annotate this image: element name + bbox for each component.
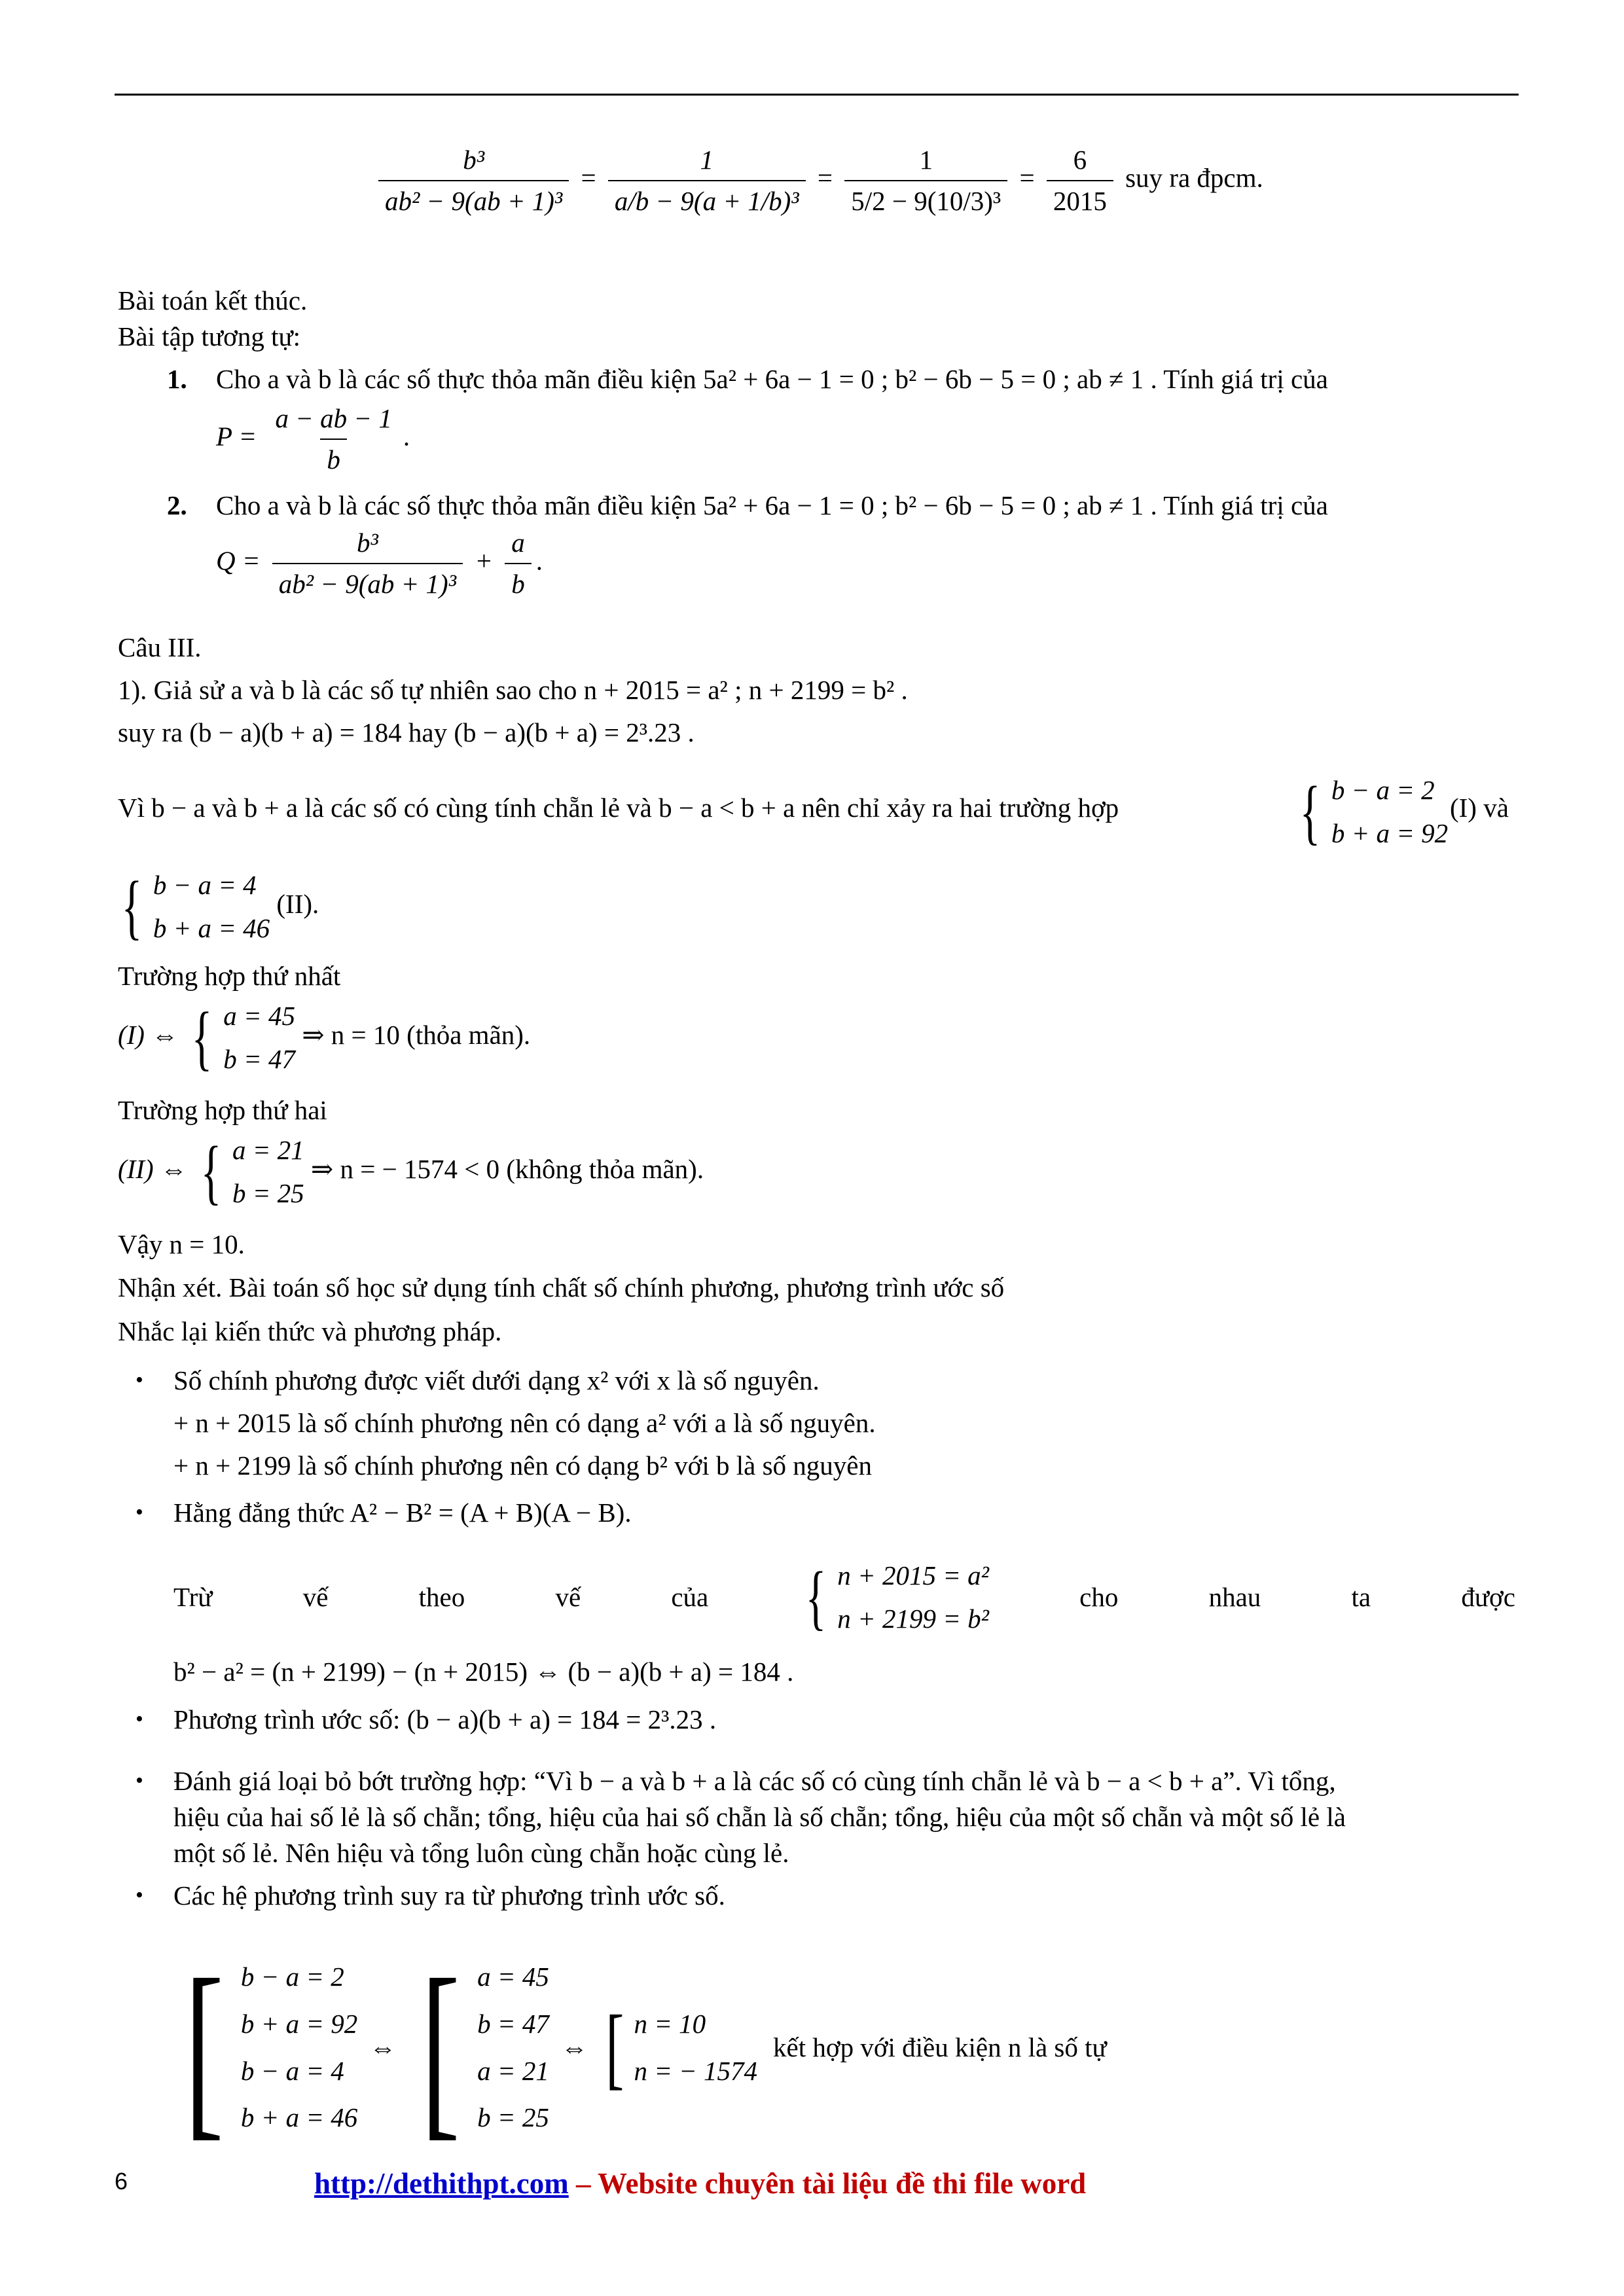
brace-icon: { [1299,772,1321,852]
justified-line [173,1554,1515,1640]
fraction-denominator: a/b − 9(a + 1/b)³ [608,180,806,217]
text-line: Nhắc lại kiến thức và phương pháp. [118,1316,502,1346]
text-line: Vậy n = 10. [118,1229,245,1259]
exercise-formula: P = $\frac{a - ab - 1}{b}$ . [216,403,410,476]
system-row: b − a = 4 [240,2055,344,2086]
footer [314,2166,1086,2200]
fraction-numerator: 1 [919,145,933,175]
text-line: Bài tập tương tự: [118,321,301,351]
formula-label: P = [216,421,257,452]
word: theo [418,1582,465,1612]
word: vế [302,1582,329,1612]
system-row: b = 47 [477,2008,549,2039]
iff-symbol: ⇔ [369,2032,397,2062]
bullet-text: Số chính phương được viết dưới dạng x² với x là số nguyên. [173,1365,820,1395]
bracket-icon: [ [605,1996,624,2098]
bullet-text: Hằng đẳng thức A² − B² = (A + B)(A − B). [173,1498,632,1528]
fraction [378,144,569,217]
text-line: Trường hợp thứ nhất [118,961,341,991]
fraction [272,527,463,600]
case-equation [118,1129,704,1215]
brace-icon: { [192,997,213,1078]
exercise-number: 2. [167,490,187,520]
equation-system [171,1939,358,2157]
text-line: (I) và [1450,793,1509,823]
word: vế [555,1582,581,1612]
exercise-number: 1. [167,364,187,394]
equation-system [1293,769,1448,855]
system-row: b + a = 46 [240,2102,358,2133]
word: nhau [1208,1582,1261,1612]
fraction-denominator: b [505,563,532,600]
bullet-text: Các hệ phương trình suy ra từ phương trình ước số. [173,1880,725,1910]
fraction-numerator: 6 [1073,145,1087,175]
system-row: b = 25 [232,1177,304,1208]
system-row: b = 47 [223,1043,295,1074]
equation-system [408,1939,549,2157]
system-row: n = 10 [634,2008,706,2039]
word: Trừ [173,1582,213,1612]
footer-link[interactable]: http://dethithpt.com [314,2167,569,2200]
text-line: Nhận xét. Bài toán số học sử dụng tính chất số chính phương, phương trình ước số [118,1272,1005,1302]
bullet-subtext: + n + 2199 là số chính phương nên có dạng b² với b là số nguyên [173,1450,872,1480]
bullet-icon: • [135,1500,143,1524]
fraction [505,527,532,600]
equation-system [115,864,319,950]
brace-icon: { [121,867,143,947]
header-rule [115,94,1519,96]
section-title: Câu III. [118,632,202,662]
text-line: Bài toán kết thúc. [118,285,308,315]
page-number: 6 [115,2168,128,2195]
fraction-denominator: 2015 [1047,180,1113,217]
equation-system [600,1996,758,2098]
final-tail-text: kết hợp với điều kiện n là số tự [773,2032,1107,2062]
system-row: b + a = 92 [240,2008,358,2039]
fraction-numerator: a − ab − 1 [275,403,392,433]
text-line: Vì b − a và b + a là các số có cùng tính chẵn lẻ và b − a < b + a nên chỉ xảy ra hai trường hợp [118,793,1119,823]
text-line: suy ra (b − a)(b + a) = 184 hay (b − a)(b + a) = 2³.23 . [118,717,695,747]
case-result: ⇒ n = 10 (thỏa mãn). [302,1020,531,1050]
fraction [608,144,806,217]
system-row: a = 45 [477,1962,549,1992]
case-lead: (I) ⇔ [118,1020,179,1050]
fraction-numerator: b³ [463,145,485,175]
exercise-formula: Q = $\frac{\text{b³}}{\text{ab² − 9(ab + 1)³}}$ + $\frac{a}{b}$ . [216,527,543,600]
formula-label: Q = [216,545,261,576]
system-row: b = 25 [477,2102,549,2133]
system-row: a = 21 [477,2055,549,2086]
bullet-icon: • [135,1368,143,1392]
fraction-denominator: b [320,439,347,476]
bullet-text: Phương trình ước số: (b − a)(b + a) = 184 = 2³.23 . [173,1704,717,1734]
bracket-icon: [ [184,1939,224,2157]
equation-line: b² − a² = (n + 2199) − (n + 2015) ⇔ (b − a)(b + a) = 184 . [173,1657,794,1687]
text-line: Trường hợp thứ hai [118,1095,327,1125]
fraction [844,144,1007,217]
fraction-denominator: ab² − 9(ab + 1)³ [272,563,463,600]
exercise-text: Cho a và b là các số thực thỏa mãn điều kiện 5a² + 6a − 1 = 0 ; b² − 6b − 5 = 0 ; ab ≠ 1 . Tính giá trị của [216,364,1328,394]
fraction [268,403,398,476]
final-system-chain [171,1939,1107,2157]
fraction-denominator: ab² − 9(ab + 1)³ [378,180,569,217]
exercise-text: Cho a và b là các số thực thỏa mãn điều kiện 5a² + 6a − 1 = 0 ; b² − 6b − 5 = 0 ; ab ≠ 1 . Tính giá trị của [216,490,1328,520]
fraction [1047,144,1113,217]
fraction-numerator: b³ [357,528,378,558]
system-row: n + 2015 = a² [837,1560,989,1590]
word: được [1461,1582,1515,1612]
plus-sign: + [475,545,493,576]
system-row: b + a = 92 [1331,817,1449,848]
system-label: (II). [276,889,319,919]
bullet-subtext: + n + 2015 là số chính phương nên có dạng a² với a là số nguyên. [173,1408,876,1438]
system-row: a = 45 [223,1001,295,1031]
case-equation [118,995,530,1081]
system-row: n = − 1574 [634,2055,758,2086]
bullet-text: Đánh giá loại bỏ bớt trường hợp: “Vì b − a và b + a là các số có cùng tính chẵn lẻ và b − a < b + a”. Vì tổng, [173,1766,1336,1796]
system-row: n + 2199 = b² [837,1603,989,1634]
system-row: b + a = 46 [153,912,270,943]
system-row: b − a = 2 [1331,775,1435,805]
brace-icon: { [200,1132,222,1212]
brace-icon: { [806,1557,827,1638]
case-lead: (II) ⇔ [118,1154,187,1184]
word: của [671,1582,709,1612]
fraction-numerator: a [511,528,525,558]
equation-system [799,1554,988,1640]
system-row: b − a = 2 [240,1962,344,1992]
fraction-numerator: 1 [700,145,713,175]
formula-tail-text: suy ra đpcm. [1125,162,1263,193]
bullet-text: hiệu của hai số lẻ là số chẵn; tổng, hiệu của hai số chẵn là số chẵn; tổng, hiệu của một số chẵn và một số lẻ là [173,1802,1346,1832]
bullet-icon: • [135,1768,143,1793]
word: ta [1351,1582,1371,1612]
bullet-icon: • [135,1707,143,1731]
bullet-icon: • [135,1883,143,1907]
system-row: a = 21 [232,1135,304,1165]
word: cho [1079,1582,1119,1612]
fraction-denominator: 5/2 − 9(10/3)³ [844,180,1007,217]
bracket-icon: [ [421,1939,461,2157]
system-row: b − a = 4 [153,870,257,900]
text-line: 1). Giả sử a và b là các số tự nhiên sao cho n + 2015 = a² ; n + 2199 = b² . [118,675,908,705]
iff-symbol: ⇔ [560,2032,588,2062]
bullet-text: một số lẻ. Nên hiệu và tổng luôn cùng chẵn hoặc cùng lẻ. [173,1838,789,1868]
case-result: ⇒ n = − 1574 < 0 (không thỏa mãn). [310,1154,704,1184]
footer-text: – Website chuyên tài liệu đề thi file word [568,2167,1087,2200]
top-formula: $\frac{\text{b³}}{\text{ab² − 9(ab + 1)³}}$ = $\frac{1}{\text{a/b − 9(a + 1/b)³}}$ = $\frac{1}{\text{5/2 − 9(10/3)³}}$ = $\frac{6}{2015}$ suy ra đpcm. [373,144,1263,217]
